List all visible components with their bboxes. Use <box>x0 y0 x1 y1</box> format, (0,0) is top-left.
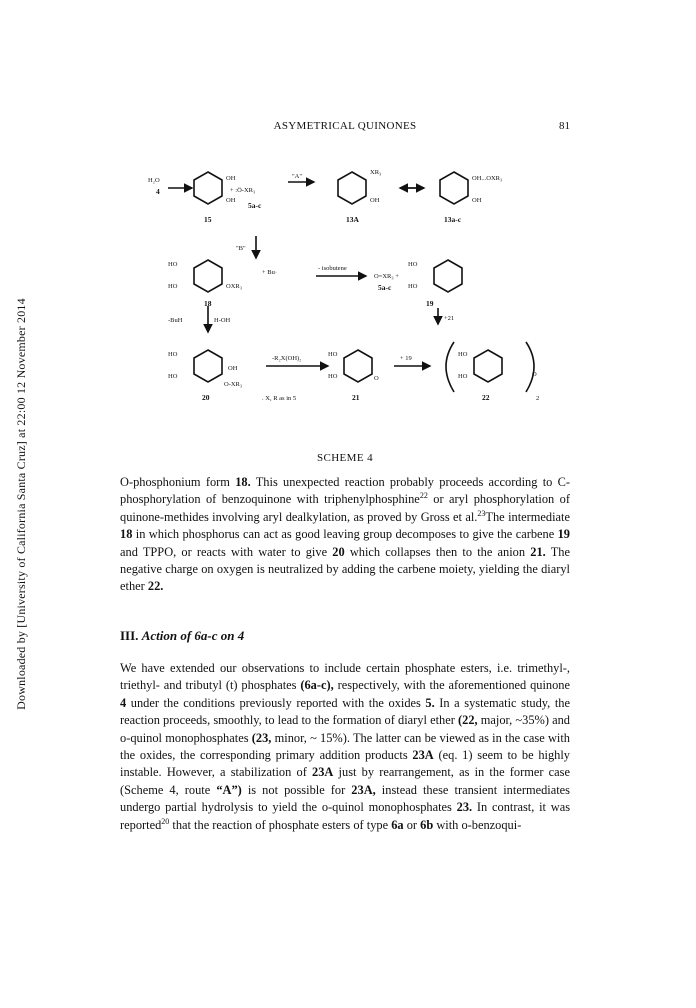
scheme-caption: SCHEME 4 <box>316 452 374 464</box>
svg-text:OXR₃: OXR₃ <box>226 283 242 290</box>
svg-text:HO: HO <box>458 373 468 380</box>
svg-text:HO: HO <box>408 283 418 290</box>
svg-text:O: O <box>532 371 537 378</box>
ring-18 <box>194 260 222 292</box>
ring-13ac <box>440 172 468 204</box>
svg-text:HO: HO <box>328 351 338 358</box>
svg-text:5a-c: 5a-c <box>248 201 262 210</box>
scheme-drawing <box>138 160 568 450</box>
svg-text:HO: HO <box>168 351 178 358</box>
download-watermark: Downloaded by [University of California Santa Cruz] at 22:00 12 November 2014 <box>14 298 28 710</box>
section-heading: III. Action of 6a-c on 4 <box>120 628 245 643</box>
svg-text:+ :Ö-XR₃: + :Ö-XR₃ <box>230 187 256 194</box>
svg-text:18: 18 <box>204 299 212 308</box>
ring-15 <box>194 172 222 204</box>
svg-text:O-XR₃: O-XR₃ <box>224 381 243 388</box>
svg-text:22: 22 <box>482 393 490 402</box>
running-header <box>120 120 570 136</box>
svg-text:HO: HO <box>458 351 468 358</box>
svg-text:13a-c: 13a-c <box>444 215 462 224</box>
svg-text:- isobutene: - isobutene <box>318 265 347 272</box>
svg-text:21: 21 <box>352 393 360 402</box>
svg-text:-BuH: -BuH <box>168 317 183 324</box>
svg-text:15: 15 <box>204 215 212 224</box>
svg-text:H-OH: H-OH <box>214 317 231 324</box>
svg-text:OH: OH <box>226 197 236 204</box>
svg-text:H₂O: H₂O <box>148 177 160 184</box>
svg-text:HO: HO <box>168 373 178 380</box>
svg-text:O: O <box>374 375 379 382</box>
svg-text:OH: OH <box>472 197 482 204</box>
svg-text:"A": "A" <box>292 173 303 180</box>
svg-text:5a-c: 5a-c <box>378 283 392 292</box>
ring-20 <box>194 350 222 382</box>
ring-22 <box>474 350 502 382</box>
svg-text:+21: +21 <box>444 315 455 322</box>
svg-text:HO: HO <box>328 373 338 380</box>
svg-text:+ Bu·: + Bu· <box>262 269 278 276</box>
svg-text:O=XR₃ +: O=XR₃ + <box>374 273 399 280</box>
svg-text:HO: HO <box>168 283 178 290</box>
svg-text:-R₂X(OH)₂: -R₂X(OH)₂ <box>272 355 302 362</box>
running-title: ASYMETRICAL QUINONES <box>273 120 417 132</box>
svg-text:"B": "B" <box>236 245 246 252</box>
svg-text:20: 20 <box>202 393 210 402</box>
svg-text:4: 4 <box>156 187 160 196</box>
svg-text:XR₃: XR₃ <box>370 169 382 176</box>
svg-text:HO: HO <box>408 261 418 268</box>
svg-text:HO: HO <box>168 261 178 268</box>
svg-text:+ 19: + 19 <box>400 355 412 362</box>
body-paragraph-2: We have extended our observations to include certain phosphate esters, i.e. trimethyl-, triethyl- and tributyl (t) phosphates (6a-c), respectively, with the aforementioned quinone 4 under the conditions previously reported with the oxides 5. In a systematic study, the reaction proceeds, smoothly, to lead to the formation of diaryl ether (22, major, ~35%) and o-quinol monophosphates (23, minor, ~ 15%). The latter can be viewed as in the case with the oxides, the corresponding primary addition products 23A (eq. 1) seem to be highly instable. However, a stabilization of 23A just by rearrangement, as in the former case (Scheme 4, route “A”) is not possible for 23A, instead these transient intermediates undergo partial hydrolysis to yield the o-quinol monophosphates 23. In contrast, it was reported$^{20}$ that the reaction of phosphate esters of type 6a or 6b with o-benzoqui- <box>120 661 571 832</box>
svg-text:2: 2 <box>536 395 540 402</box>
svg-text:13A: 13A <box>346 215 359 224</box>
body-paragraph-1: O-phosphonium form 18. This unexpected reaction probably proceeds according to C-phosphorylation of benzoquinone with triphenylphosphine$^{22}$ or aryl phosphorylation of quinone-methides involving aryl dealkylation, as proved by Gross et al.$^{23}$The intermediate 18 in which phosphorus can act as good leaving group decomposes to give the carbene 19 and TPPO, or reacts with water to give 20 which collapses then to the anion 21. The negative charge on oxygen is neutralized by adding the carbene moiety, yielding the diaryl ether 22. <box>120 475 570 594</box>
svg-text:. X, R as in 5: . X, R as in 5 <box>262 395 297 402</box>
ring-21 <box>344 350 372 382</box>
svg-text:OH...OXR₃: OH...OXR₃ <box>472 175 503 182</box>
svg-text:OH: OH <box>226 175 236 182</box>
svg-text:19: 19 <box>426 299 434 308</box>
ring-13a <box>338 172 366 204</box>
page-number: 81 <box>559 120 570 132</box>
svg-text:OH: OH <box>370 197 380 204</box>
svg-text:OH: OH <box>228 365 238 372</box>
reaction-scheme <box>138 160 568 450</box>
ring-19 <box>434 260 462 292</box>
